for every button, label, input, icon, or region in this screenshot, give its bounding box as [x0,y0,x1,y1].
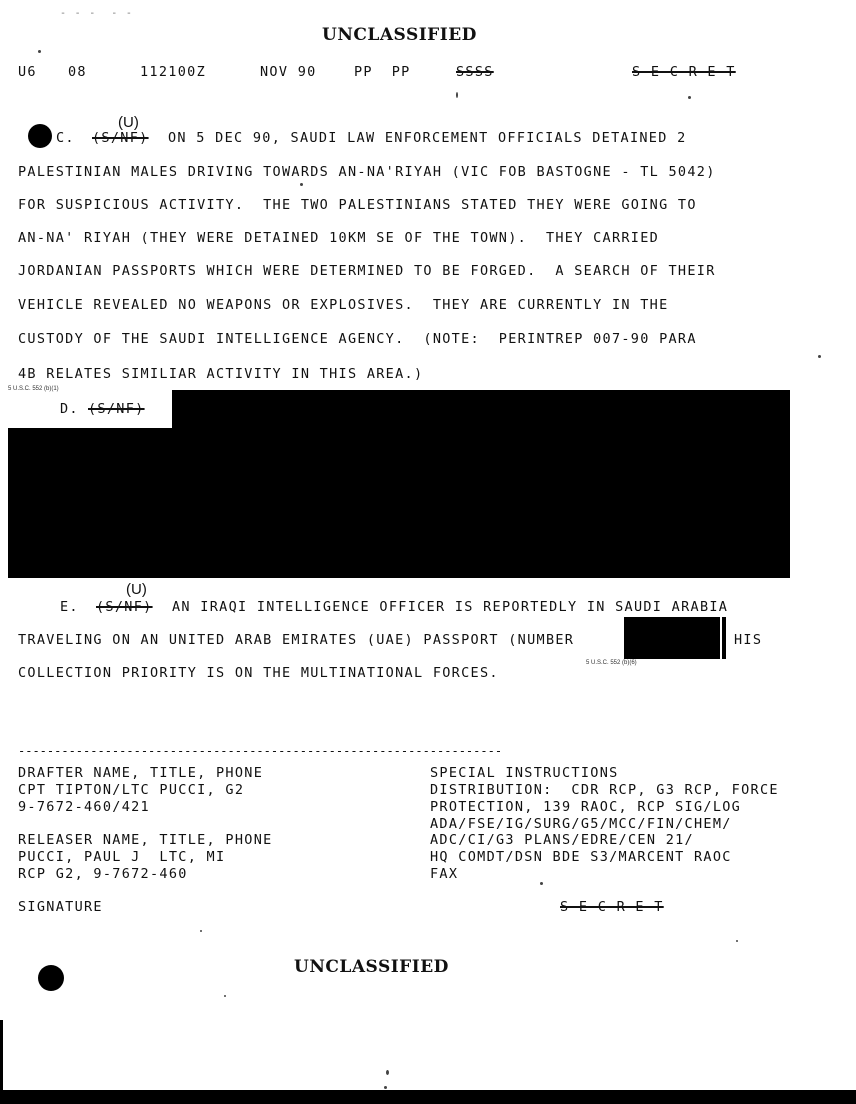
paragraph-c-line: JORDANIAN PASSPORTS WHICH WERE DETERMINED TO BE FORGED. A SEARCH OF THEIR [18,263,716,279]
paragraph-e-line-end: HIS [734,632,763,648]
distribution-line: PROTECTION, 139 RAOC, RCP SIG/LOG [430,799,742,815]
paragraph-e-line: AN IRAQI INTELLIGENCE OFFICER IS REPORTEDLY IN SAUDI ARABIA [172,599,729,615]
paragraph-c-line: FOR SUSPICIOUS ACTIVITY. THE TWO PALESTINIANS STATED THEY WERE GOING TO [18,197,697,213]
distribution-line: DISTRIBUTION: CDR RCP, G3 RCP, FORCE [430,782,779,798]
scan-speck [540,882,543,885]
scan-speck [688,96,691,99]
paragraph-c-struck-class: (S/NF) [92,130,149,146]
portion-mark-c: (U) [118,114,139,131]
drafter-heading: DRAFTER NAME, TITLE, PHONE [18,765,264,781]
paragraph-c-line: VEHICLE REVEALED NO WEAPONS OR EXPLOSIVES. THEY ARE CURRENTLY IN THE [18,297,669,313]
paragraph-d-label: D. [60,401,79,417]
distribution-line: ADA/FSE/IG/SURG/G5/MCC/FIN/CHEM/ [430,816,732,832]
paragraph-c-line: AN-NA' RIYAH (THEY WERE DETAINED 10KM SE OF THE TOWN). THEY CARRIED [18,230,660,246]
exemption-note-e: 5 U.S.C. 552 (b)(6) [586,660,637,666]
paragraph-c-line: 4B RELATES SIMILIAR ACTIVITY IN THIS AREA.) [18,366,424,382]
distribution-line: FAX [430,866,459,882]
routing-field-1: U6 [18,64,37,80]
redaction-edge [722,617,726,659]
signature-label: SIGNATURE [18,899,103,915]
routing-precedence: PP PP [354,64,411,80]
classification-footer: UNCLASSIFIED [294,957,449,977]
scan-speck [200,930,202,932]
scan-speck [736,940,738,942]
paragraph-e-line: TRAVELING ON AN UNITED ARAB EMIRATES (UAE) PASSPORT (NUMBER [18,632,575,648]
scan-bottom-edge [0,1090,856,1104]
paragraph-e-label: E. [60,599,79,615]
releaser-heading: RELEASER NAME, TITLE, PHONE [18,832,273,848]
scan-speck [456,92,458,98]
routing-struck-code: SSSS [456,64,494,80]
paragraph-c-label: C. [56,130,75,146]
paragraph-c-line: CUSTODY OF THE SAUDI INTELLIGENCE AGENCY. (NOTE: PERINTREP 007-90 PARA [18,331,697,347]
special-instructions-heading: SPECIAL INSTRUCTIONS [430,765,619,781]
paragraph-c-line: ON 5 DEC 90, SAUDI LAW ENFORCEMENT OFFICIALS DETAINED 2 [168,130,687,146]
struck-secret-mark: S E C R E T [560,899,664,915]
drafter-phone: 9-7672-460/421 [18,799,150,815]
paragraph-e-struck-class: (S/NF) [96,599,153,615]
scan-speck [224,995,226,997]
releaser-name: PUCCI, PAUL J LTC, MI [18,849,226,865]
scan-speck [384,1086,387,1089]
scan-speck [386,1070,389,1075]
separator-line: ------------------------------------------------------------------- [18,744,503,758]
punch-hole-dot [28,124,52,148]
scan-left-edge [0,1020,3,1104]
paragraph-e-line: COLLECTION PRIORITY IS ON THE MULTINATIONAL FORCES. [18,665,499,681]
distribution-line: ADC/CI/G3 PLANS/EDRE/CEN 21/ [430,832,694,848]
classification-header: UNCLASSIFIED [322,25,477,45]
scan-speck [818,355,821,358]
redaction-block [8,428,790,578]
distribution-line: HQ COMDT/DSN BDE S3/MARCENT RAOC [430,849,732,865]
redaction-block [624,617,720,659]
routing-dtg: 112100Z [140,64,206,80]
paragraph-c-line: PALESTINIAN MALES DRIVING TOWARDS AN-NA'RIYAH (VIC FOB BASTOGNE - TL 5042) [18,164,716,180]
scan-speck [300,183,303,186]
routing-month-year: NOV 90 [260,64,317,80]
portion-mark-e: (U) [126,581,147,598]
punch-hole-dot [38,965,64,991]
releaser-phone: RCP G2, 9-7672-460 [18,866,188,882]
paragraph-d-struck-class: (S/NF) [88,401,145,417]
routing-struck-classification: S E C R E T [632,64,736,80]
routing-field-2: 08 [68,64,87,80]
exemption-note-d: 5 U.S.C. 552 (b)(1) [8,386,59,392]
scan-speck [38,50,41,53]
drafter-name: CPT TIPTON/LTC PUCCI, G2 [18,782,245,798]
scan-artifact: - - - - - [60,8,134,19]
redaction-block [172,390,790,430]
